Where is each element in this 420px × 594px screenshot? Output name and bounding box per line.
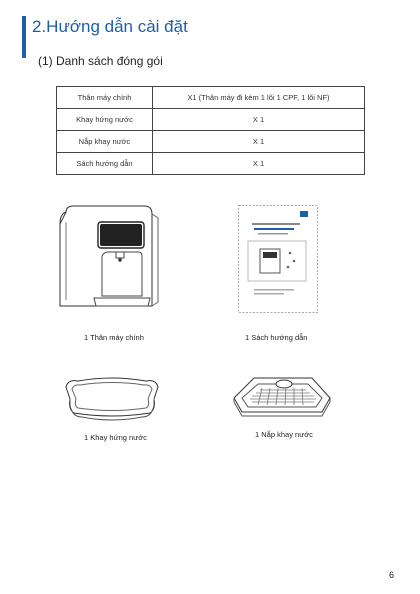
water-dispenser-illustration: [52, 200, 164, 315]
item-name-cell: Thân máy chính: [57, 87, 153, 109]
section-title: 2.Hướng dẫn cài đặt: [32, 17, 188, 36]
item-quantity-cell: X 1: [153, 153, 365, 175]
table-row: [57, 109, 365, 131]
tray-cover-caption: 1 Nắp khay nước: [255, 430, 313, 439]
table-row: [57, 153, 365, 175]
table-row: [57, 87, 365, 109]
user-manual-illustration: [238, 205, 318, 313]
manual-caption: 1 Sách hướng dẫn: [245, 333, 308, 342]
item-quantity-cell: X 1: [153, 131, 365, 153]
item-name-cell: Sách hướng dẫn: [57, 153, 153, 175]
drip-tray-illustration: [62, 375, 162, 423]
item-quantity-cell: X 1: [153, 109, 365, 131]
item-name-cell: Nắp khay nước: [57, 131, 153, 153]
subsection-title: (1) Danh sách đóng gói: [38, 54, 163, 68]
page-number: 6: [388, 570, 394, 580]
section-accent-bar: [22, 16, 26, 58]
packing-list-table: [56, 86, 365, 175]
item-name-cell: Khay hứng nước: [57, 109, 153, 131]
table-row: [57, 131, 365, 153]
drip-tray-caption: 1 Khay hứng nước: [84, 433, 147, 442]
main-unit-caption: 1 Thân máy chính: [84, 333, 144, 342]
item-quantity-cell: X1 (Thân máy đi kèm 1 lõi 1 CPF, 1 lõi NF): [153, 87, 365, 109]
tray-cover-illustration: [232, 372, 332, 420]
